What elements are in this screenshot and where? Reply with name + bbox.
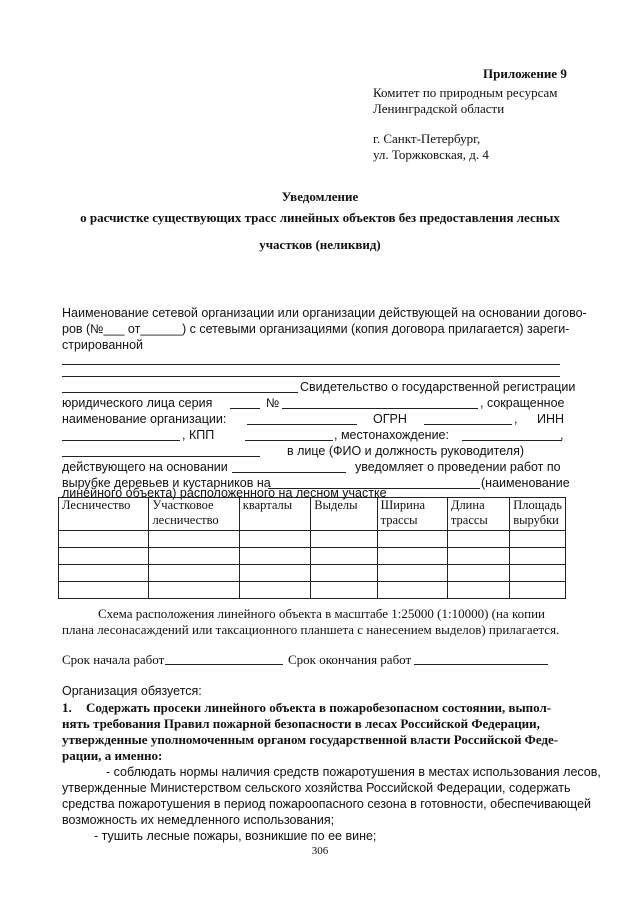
table-cell (377, 582, 447, 599)
table-cell (239, 565, 310, 582)
table-cell (510, 565, 566, 582)
table-cell (311, 565, 377, 582)
table-header-cell: Длина трассы (447, 498, 509, 531)
item-1-line-1: Содержать просеки линейного объекта в пожаробезопасном состоянии, выпол- (86, 700, 552, 715)
ogrn-label: ОГРН (373, 412, 407, 426)
address-street: ул. Торжковская, д. 4 (373, 147, 489, 162)
certificate-label: Свидетельство о государственной регистрации (300, 380, 576, 394)
table-cell (377, 531, 447, 548)
table-cell (377, 548, 447, 565)
item-1-line-2: нять требования Правил пожарной безопасности в лесах Российской Федерации, (62, 716, 540, 731)
naming-label: (наименование (481, 476, 570, 490)
table-cell (149, 565, 239, 582)
blank-line (230, 408, 260, 409)
blank-line (62, 392, 298, 393)
table-row (59, 531, 566, 548)
in-person-label: в лице (ФИО и должность руководителя) (287, 444, 524, 458)
end-date-blank (414, 664, 548, 665)
blank-line (247, 424, 357, 425)
end-date-label: Срок окончания работ (288, 652, 412, 667)
intro-line-1: Наименование сетевой организации или организации действующей на основании догово- (62, 306, 587, 320)
table-row (59, 582, 566, 599)
appendix-label: Приложение 9 (483, 66, 567, 81)
intro-line-3: стрированной (62, 338, 144, 352)
blank-line (462, 440, 562, 441)
intro-line-2: ров (№___ от______) с сетевыми организациями (копия договора прилагается) зареги- (62, 322, 570, 336)
blank-line (62, 456, 260, 457)
obligations-heading: Организация обязуется: (62, 684, 202, 698)
page-number: 306 (311, 845, 329, 857)
table-cell (239, 548, 310, 565)
table-cell (59, 531, 149, 548)
table-cell (59, 582, 149, 599)
table-cell (149, 531, 239, 548)
table-row (59, 565, 566, 582)
blank-line (62, 364, 560, 365)
table-cell (59, 565, 149, 582)
recipient-line-1: Комитет по природным ресурсам (373, 85, 558, 100)
table-row (59, 548, 566, 565)
table-cell (239, 531, 310, 548)
table-header-cell: Выделы (311, 498, 377, 531)
item-number: 1. (62, 700, 72, 715)
table-header-row (59, 498, 566, 531)
table-cell (447, 582, 509, 599)
table-cell (510, 582, 566, 599)
table-cell (447, 548, 509, 565)
item-1-line-4: рации, а именно: (62, 748, 163, 763)
table-header-cell: Лесничество (59, 498, 149, 531)
scheme-line-1: Схема расположения линейного объекта в масштабе 1:25000 (1:10000) (на копии (98, 606, 545, 621)
table-cell (447, 565, 509, 582)
document-title: Уведомление (281, 189, 359, 204)
table-header-cell: Площадь вырубки (510, 498, 566, 531)
kpp-label: , КПП (182, 428, 215, 442)
blank-line (282, 408, 478, 409)
blank-line (232, 472, 346, 473)
comma: , (514, 412, 518, 426)
short-name-label: , сокращенное (480, 396, 565, 410)
item-1-line-3: утвержденные уполномоченным органом государственной власти Российской Феде- (62, 732, 559, 747)
blank-line (424, 424, 512, 425)
blank-line (245, 440, 333, 441)
table-cell (149, 548, 239, 565)
start-date-blank (165, 664, 283, 665)
table-cell (239, 582, 310, 599)
table-cell (447, 531, 509, 548)
blank-line (62, 376, 560, 377)
felling-label: вырубке деревьев и кустарников на (62, 476, 271, 490)
inn-label: ИНН (537, 412, 565, 426)
start-date-label: Срок начала работ (62, 652, 165, 667)
paragraph-1-line-3: средства пожаротушения в период пожароопасного сезона в готовности, обеспечивающей (62, 797, 592, 811)
table-header-cell: Участковое лесничество (149, 498, 239, 531)
table-cell (59, 548, 149, 565)
paragraph-1-line-1: - соблюдать нормы наличия средств пожаротушения в местах использования лесов, (106, 765, 601, 779)
paragraph-1-line-2: утвержденные Министерством сельского хозяйства Российской Федерации, содержать (62, 781, 571, 795)
forest-plot-table (58, 497, 566, 599)
org-name-label: наименование организации: (62, 412, 227, 426)
scheme-line-2: плана лесонасаждений или таксационного планшета с нанесением выделов) прилагается. (62, 622, 560, 637)
blank-line (62, 440, 180, 441)
table-cell (149, 582, 239, 599)
location-label: , местонахождение: (334, 428, 449, 442)
notifies-label: уведомляет о проведении работ по (355, 460, 561, 474)
comma: , (560, 428, 564, 442)
paragraph-1-line-4: возможность их немедленного использования; (62, 813, 335, 827)
table-cell (311, 582, 377, 599)
table-header-cell: кварталы (239, 498, 310, 531)
number-sign: № (266, 396, 280, 410)
recipient-line-2: Ленинградской области (373, 101, 505, 116)
document-subtitle-line-2: участков (неликвид) (259, 237, 381, 252)
table-cell (311, 531, 377, 548)
address-city: г. Санкт-Петербург, (373, 131, 481, 146)
paragraph-2-line-1: - тушить лесные пожары, возникшие по ее вине; (94, 829, 377, 843)
legal-person-label: юридического лица серия (62, 396, 213, 410)
table-cell (311, 548, 377, 565)
table-cell (377, 565, 447, 582)
table-cell (510, 531, 566, 548)
table-header-cell: Ширина трассы (377, 498, 447, 531)
table-cell (510, 548, 566, 565)
document-subtitle-line-1: о расчистке существующих трасс линейных объектов без предоставления лесных (80, 210, 560, 225)
acting-label: действующего на основании (62, 460, 228, 474)
object-label: линейного объекта) расположенного на лесном участке (62, 486, 387, 500)
